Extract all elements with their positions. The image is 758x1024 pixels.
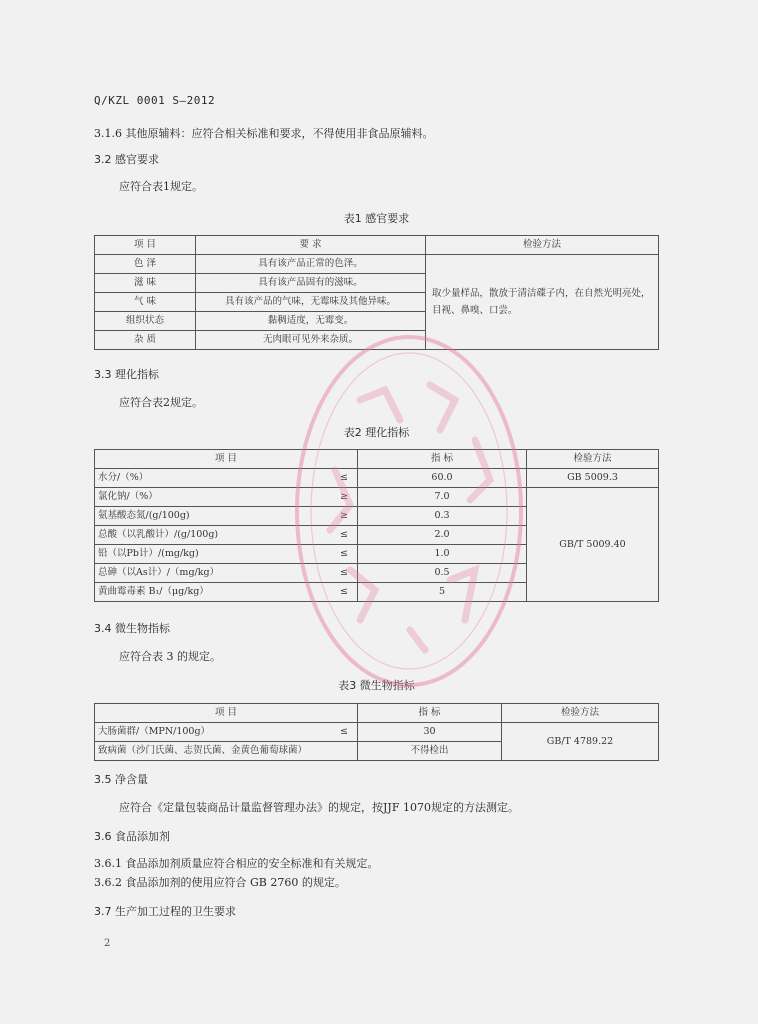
table-row: 大肠菌群/（MPN/100g） ≤ 30 GB/T 4789.22 [95, 723, 659, 742]
table1-method: 取少量样品，散放于清洁碟子内，在自然光明亮处，目视、鼻嗅、口尝。 [426, 255, 659, 350]
table-row: 气 味 具有该产品的气味，无霉味及其他异味。 [95, 293, 659, 312]
table-row: 杂 质 无肉眼可见外来杂质。 [95, 331, 659, 350]
table2-header-method: 检验方法 [527, 450, 659, 469]
section-3-7-heading: 3.7 生产加工过程的卫生要求 [94, 905, 236, 918]
section-3-5-heading: 3.5 净含量 [94, 773, 148, 786]
table1-caption: 表1 感官要求 [343, 212, 410, 225]
table-row: 黄曲霉毒素 B₁/（μg/kg） ≤ 5 [95, 583, 659, 602]
table-row: 色 泽 具有该产品正常的色泽。 取少量样品，散放于清洁碟子内，在自然光明亮处，目视、鼻嗅、口尝。 [95, 255, 659, 274]
table-row: 总砷（以As计）/（mg/kg） ≤ 0.5 [95, 564, 659, 583]
table3-header-method: 检验方法 [502, 704, 659, 723]
section-3-3-body: 应符合表2规定。 [119, 396, 203, 409]
section-3-4-body: 应符合表 3 的规定。 [119, 650, 221, 663]
section-3-6-2: 3.6.2 食品添加剂的使用应符合 GB 2760 的规定。 [94, 876, 346, 889]
standard-code: Q/KZL 0001 S—2012 [94, 94, 216, 107]
section-3-1-6: 3.1.6 其他原辅料：应符合相关标准和要求，不得使用非食品原辅料。 [94, 127, 434, 140]
section-3-3-heading: 3.3 理化指标 [94, 368, 159, 381]
table-row: 水分/（%） ≤ 60.0 GB 5009.3 [95, 469, 659, 488]
page-number: 2 [104, 938, 111, 949]
table-row: 铅（以Pb计）/(mg/kg) ≤ 1.0 [95, 545, 659, 564]
table-row: 组织状态 黏稠适度，无霉变。 [95, 312, 659, 331]
table-row: 氯化钠/（%） ≥ 7.0 GB/T 5009.40 [95, 488, 659, 507]
table-row: 致病菌（沙门氏菌、志贺氏菌、金黄色葡萄球菌） 不得检出 [95, 742, 659, 761]
table2-header-value: 指 标 [358, 450, 527, 469]
table3-header-item: 项 目 [95, 704, 358, 723]
section-3-2-heading: 3.2 感官要求 [94, 153, 159, 166]
table-microbiological [94, 703, 659, 761]
table2-header-item: 项 目 [95, 450, 358, 469]
table-sensory [94, 235, 659, 350]
table1-header-method: 检验方法 [426, 236, 659, 255]
section-3-6-heading: 3.6 食品添加剂 [94, 830, 170, 843]
table1-header-item: 项 目 [95, 236, 196, 255]
table2-method-rest: GB/T 5009.40 [527, 488, 659, 602]
table-row: 滋 味 具有该产品固有的滋味。 [95, 274, 659, 293]
table-row: 总酸（以乳酸计）/(g/100g) ≤ 2.0 [95, 526, 659, 545]
table3-method: GB/T 4789.22 [502, 723, 659, 761]
table2-method-water: GB 5009.3 [527, 469, 659, 488]
table2-caption: 表2 理化指标 [343, 426, 410, 439]
table-physicochemical [94, 449, 659, 602]
table1-header-req: 要 求 [196, 236, 426, 255]
table3-caption: 表3 微生物指标 [338, 679, 415, 692]
section-3-6-1: 3.6.1 食品添加剂质量应符合相应的安全标准和有关规定。 [94, 857, 379, 870]
table3-header-value: 指 标 [358, 704, 502, 723]
section-3-4-heading: 3.4 微生物指标 [94, 622, 170, 635]
section-3-2-body: 应符合表1规定。 [119, 180, 203, 193]
table-row: 氨基酸态氮/(g/100g) ≥ 0.3 [95, 507, 659, 526]
section-3-5-body: 应符合《定量包装商品计量监督管理办法》的规定，按JJF 1070规定的方法测定。 [119, 801, 519, 814]
